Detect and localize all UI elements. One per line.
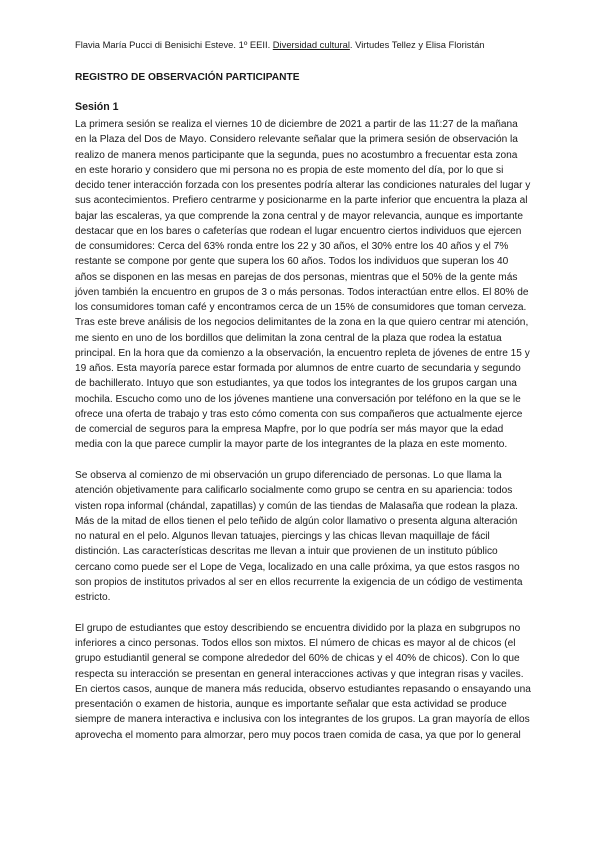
paragraph: El grupo de estudiantes que estoy describiendo se encuentra dividido por la plaza en subgrupos no inferiores a cinco personas. Todos ellos son mixtos. El número de chicas es mayor al de chicos (el grupo estudiantil general se compone alrededor del 60% de chicas y el 40% de chicos). Con lo que respecta su interacción se presentan en general interacciones activas y que integran risas y vaciles. En ciertos casos, aunque de manera más reducida, observo estudiantes repasando o ensayando una presentación o examen de historia, aunque es importante señalar que esta actividad se produce siempre de manera interactiva e inclusiva con los integrantes de los grupos. La gran mayoría de ellos aprovecha el momento para almorzar, pero muy pocos traen comida de casa, ya que por lo general — [75, 622, 531, 741]
paragraph: Se observa al comienzo de mi observación un grupo diferenciado de personas. Lo que llama la atención objetivamente para calificarlo socialmente como grupo se centra en su apariencia: todos visten ropa informal (chándal, zapatillas) y común de las tiendas de Malasaña que rodean la plaza. Más de la mitad de ellos tienen el pelo teñido de algún color llamativo o presenta alguna alteración no natural en el pelo. Algunos llevan tatuajes, piercings y las chicas llevan maquillaje de fácil distinción. Las características descritas me llevan a intuir que provienen de un instituto público cercano como puede ser el Lope de Vega, localizado en una calle próxima, ya que estos rasgos no son propios de institutos privados al ser en ellos recurrente la exigencia de un código de vestimenta estricto. — [75, 470, 523, 603]
page-header — [75, 39, 558, 51]
document-body — [75, 117, 531, 758]
paragraph: La primera sesión se realiza el viernes 10 de diciembre de 2021 a partir de las 11:27 de la mañana en la Plaza del Dos de Mayo. Considero relevante señalar que la primera sesión de observación la realizo de manera menos participante que la segunda, pues no acostumbro a frecuentar esta zona en este horario y considero que mi persona no es propia de este momento del día, por lo que si decido tener interacción forzada con los presentes podría alterar las condiciones naturales del lugar y sus acontecimientos. Prefiero centrarme y posicionarme en la parte inferior que encuentra la plaza al bajar las escaleras, ya que comprende la zona central y de mayor relevancia, aunque es importante destacar que en los bares o cafeterías que rodean el lugar encuentro ciertos individuos que ejercen de consumidores: Cerca del 63% ronda entre los 22 y 30 años, el 30% entre los 40 años y el 7% restante se compone por gente que supera los 60 años. Todos los individuos que superan los 40 años se disponen en las mesas en parejas de dos personas, mientras que el 50% de la gente más jóven también la encuentro en grupos de 3 o más personas. Todos interactúan entre ellos. El 80% de los consumidores toman café y encontramos cerca de un 15% de consumidores que toman cerveza. Tras este breve análisis de los negocios delimitantes de la zona en la que quiero centrar mi atención, me siento en uno de los bordillos que delimitan la zona central de la plaza que rodea la estatua principal. En la hora que da comienzo a la observación, la encuentro repleta de jóvenes de entre 15 y 19 años. Esta mayoría parece estar formada por alumnos de entre cuarto de secundaria y segundo de bachillerato. Intuyo que son estudiantes, ya que todos los integrantes de los grupos cargan una mochila. Escucho como uno de los jóvenes mantiene una conversación por teléfono en la que se le ofrece una oferta de trabajo y tras esto cómo comenta con sus compañeros que actualmente ejerce de comercial de seguros para la empresa Mapfre, por lo que podría ser más mayor que la edad media con la que parece cumplir la mayor parte de los integrantes de la plaza en este momento. — [75, 119, 531, 451]
document-title: REGISTRO DE OBSERVACIÓN PARTICIPANTE — [75, 72, 300, 83]
header-subject: Diversidad cultural — [272, 39, 350, 50]
session-heading: Sesión 1 — [75, 101, 119, 113]
header-teachers: . Virtudes Tellez y Elisa Floristán — [349, 39, 485, 50]
header-author: Flavia María Pucci di Benisichi Esteve. 1º EEII. — [75, 39, 273, 50]
